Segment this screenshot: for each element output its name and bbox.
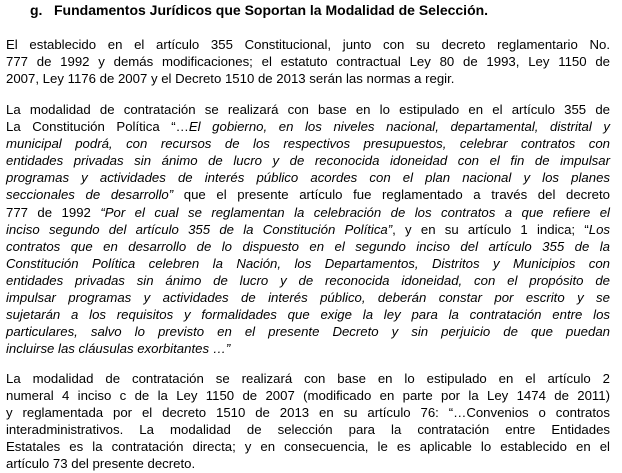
text-fragment: 777 de 1992 [6, 204, 101, 220]
paragraph-line: 777 de 1992 y demás modificaciones; el estatuto contractual Ley 80 de 1993, Ley 1150 de [6, 54, 610, 70]
text-fragment: que el presente artículo fue reglamentado a través del decreto [173, 187, 611, 203]
quote-fragment: Los [588, 221, 610, 237]
quote-fragment: entidades privadas sin ánimo de lucro y de reconocida idoneidad con el fin de impulsar [6, 153, 610, 169]
paragraph-line [6, 238, 610, 255]
quote-fragment: municipal podrá, con recursos de los respectivos presupuestos, celebrar contratos con [6, 136, 610, 152]
paragraph-line: Estatales es la contratación directa; y en consecuencia, le es aplicable lo establecido en el [6, 439, 610, 455]
paragraph-article-355 [6, 101, 610, 357]
quote-fragment: seccionales de desarrollo” [6, 187, 174, 203]
paragraph-legal-basis [6, 36, 610, 87]
paragraph-line [6, 135, 610, 152]
quote-fragment: incluirse las cláusulas exorbitantes …” [6, 341, 231, 357]
paragraph-line [6, 289, 610, 306]
section-letter: g. [30, 2, 43, 18]
quote-fragment: particulares, salvo lo previsto en el presente Decreto y sin perjuicio de que puedan [6, 324, 610, 340]
paragraph-line: artículo 73 del presente decreto. [6, 456, 196, 472]
paragraph-line [6, 340, 610, 357]
paragraph-line: numeral 4 inciso c de la Ley 1150 de 2007 (modificado en parte por la Ley 1474 de 2011) [6, 388, 610, 404]
paragraph-line [6, 221, 610, 238]
paragraph-line [6, 306, 610, 323]
paragraph-law-1150 [6, 370, 610, 473]
quote-fragment: “Por el cual se reglamentan la celebración de los contratos a que refiere el [100, 204, 610, 220]
paragraph-line [6, 255, 610, 272]
paragraph-line: y reglamentada por el decreto 1510 de 2013 en su artículo 76: “…Convenios o contratos [6, 405, 610, 421]
paragraph-line [6, 272, 610, 289]
paragraph-line [6, 204, 610, 221]
text-fragment: , y en su artículo 1 indica; “ [392, 221, 589, 237]
paragraph-line [6, 118, 610, 135]
paragraph-line: La modalidad de contratación se realizará con base en lo estipulado en el artículo 355 de [6, 102, 610, 117]
paragraph-line [6, 186, 610, 203]
quote-fragment: impulsar programas y actividades de interés público, deberán constar por escrito y se [6, 290, 610, 306]
section-title: Fundamentos Jurídicos que Soportan la Modalidad de Selección. [54, 2, 489, 18]
quote-fragment: programas y actividades de interés público acordes con el plan nacional y los planes [6, 170, 610, 186]
quote-fragment: sujetarán a los requisitos y formalidades que exige la ley para la contratación entre los [6, 307, 610, 323]
paragraph-line: El establecido en el artículo 355 Constitucional, junto con su decreto reglamentario No. [6, 37, 610, 52]
quote-fragment: contratos que en desarrollo de lo dispuesto en el segundo inciso del artículo 355 de la [6, 238, 610, 254]
paragraph-line [6, 169, 610, 186]
quote-fragment: inciso segundo del artículo 355 de la Constitución Política” [6, 221, 393, 237]
paragraph-line: La modalidad de contratación se realizará con base en lo estipulado en el artículo 2 [6, 371, 610, 386]
quote-fragment: entidades privadas sin ánimo de lucro y de reconocida idoneidad, con el propósito de [6, 272, 610, 288]
quote-fragment: El gobierno, en los niveles nacional, departamental, distrital y [188, 119, 610, 135]
paragraph-line [6, 152, 610, 169]
paragraph-line: 2007, Ley 1176 de 2007 y el Decreto 1510 de 2013 serán las normas a regir. [6, 71, 455, 87]
paragraph-line [6, 323, 610, 340]
quote-fragment: Constitución Política celebren la Nación, los Departamentos, Distritos y Municipios con [6, 255, 610, 271]
text-fragment: La Constitución Política “… [6, 119, 189, 135]
section-heading [30, 1, 488, 19]
paragraph-line: interadministrativos. La modalidad de selección para la contratación entre Entidades [6, 422, 610, 438]
